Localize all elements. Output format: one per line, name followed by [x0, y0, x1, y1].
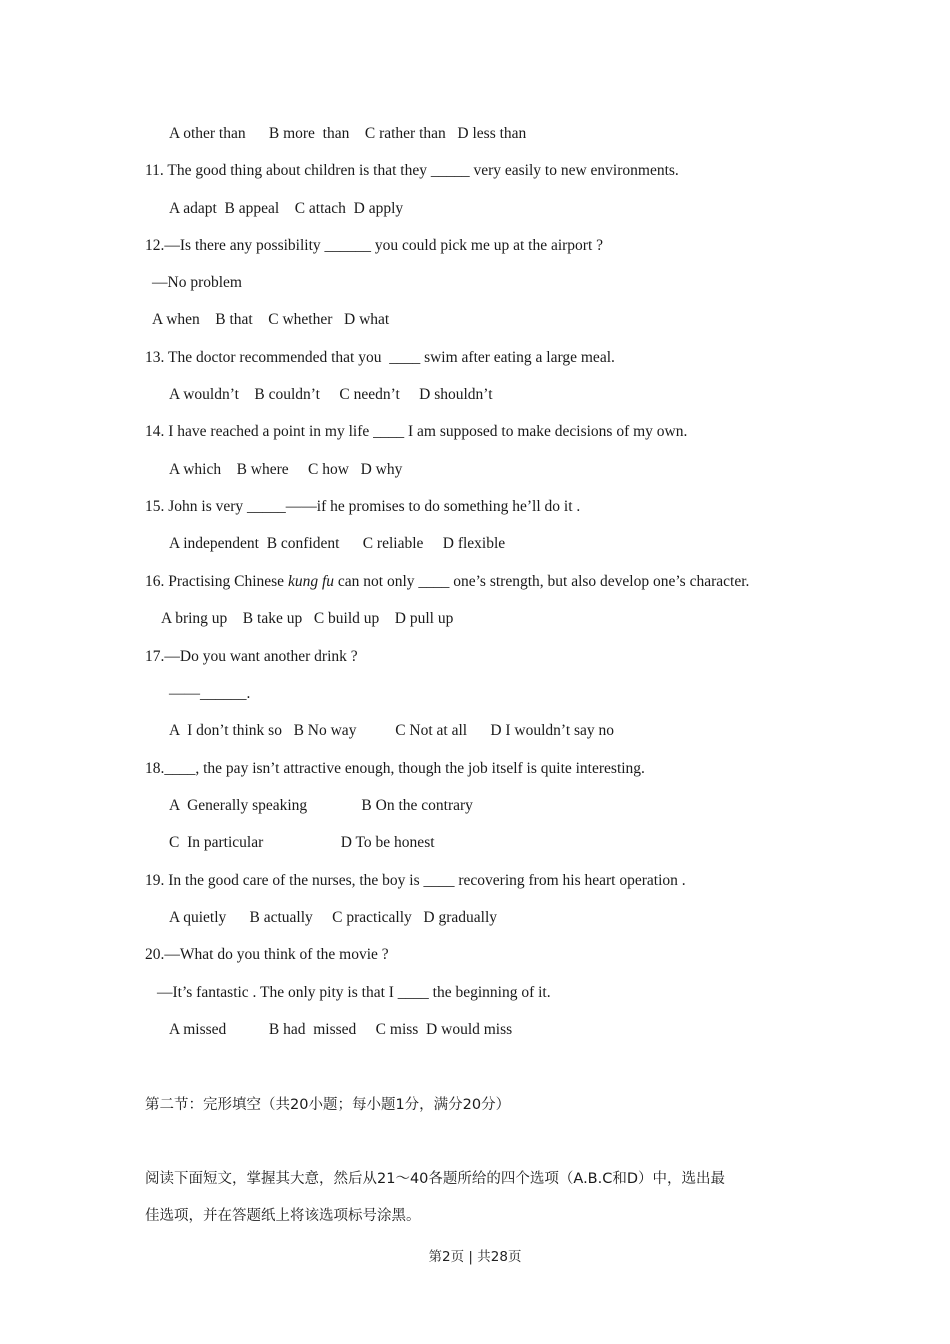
q13-stem: 13. The doctor recommended that you ____ swim after eating a large meal. — [145, 349, 615, 366]
q15-options: A independent B confident C reliable D flexible — [169, 535, 506, 552]
q19-stem: 19. In the good care of the nurses, the boy is ____ recovering from his heart operation . — [145, 872, 686, 889]
q10-options: A other than B more than C rather than D less than — [169, 125, 527, 142]
q20-options: A missed B had missed C miss D would miss — [169, 1021, 513, 1038]
q16-stem-end: can not only ____ one’s strength, but also develop one’s character. — [334, 573, 750, 590]
q15-stem: 15. John is very _____——if he promises to do something he’ll do it . — [145, 498, 581, 515]
q20-stem: 20.—What do you think of the movie ? — [145, 946, 389, 963]
q12-options: A when B that C whether D what — [152, 311, 390, 328]
q11-options: A adapt B appeal C attach D apply — [169, 200, 404, 217]
q20-reply: —It’s fantastic . The only pity is that I ____ the beginning of it. — [157, 984, 551, 1001]
q18-stem: 18.____, the pay isn’t attractive enough, though the job itself is quite interesting. — [145, 760, 645, 777]
page-footer: 第2页 | 共28页 — [428, 1249, 522, 1265]
q12-reply: —No problem — [152, 274, 242, 291]
q18-options-cd: C In particular D To be honest — [169, 834, 435, 851]
q17-reply: ——______. — [169, 685, 251, 702]
q19-options: A quietly B actually C practically D gradually — [169, 909, 498, 926]
q16-options: A bring up B take up C build up D pull up — [161, 610, 454, 627]
q16-term: kung fu — [287, 573, 334, 590]
q16-stem-start: 16. Practising Chinese — [145, 573, 288, 590]
q12-stem: 12.—Is there any possibility ______ you could pick me up at the airport ? — [145, 237, 604, 254]
section-2-heading: 第二节：完形填空（共20小题；每小题1分，满分20分） — [145, 1097, 511, 1113]
q17-options: A I don’t think so B No way C Not at all D I wouldn’t say no — [169, 722, 615, 739]
q17-stem: 17.—Do you want another drink ? — [145, 648, 358, 665]
instructions-line-1: 阅读下面短文，掌握其大意，然后从21～40各题所给的四个选项（A.B.C和D）中，选出最 — [145, 1171, 726, 1187]
q18-options-ab: A Generally speaking B On the contrary — [169, 797, 473, 814]
instructions-line-2: 佳选项，并在答题纸上将该选项标号涂黑。 — [145, 1208, 421, 1224]
q11-stem: 11. The good thing about children is that they _____ very easily to new environments. — [145, 162, 679, 179]
q16-stem — [145, 572, 749, 592]
q14-options: A which B where C how D why — [169, 461, 403, 478]
q13-options: A wouldn’t B couldn’t C needn’t D shouldn’t — [169, 386, 493, 403]
q14-stem: 14. I have reached a point in my life ____ I am supposed to make decisions of my own. — [145, 423, 688, 440]
